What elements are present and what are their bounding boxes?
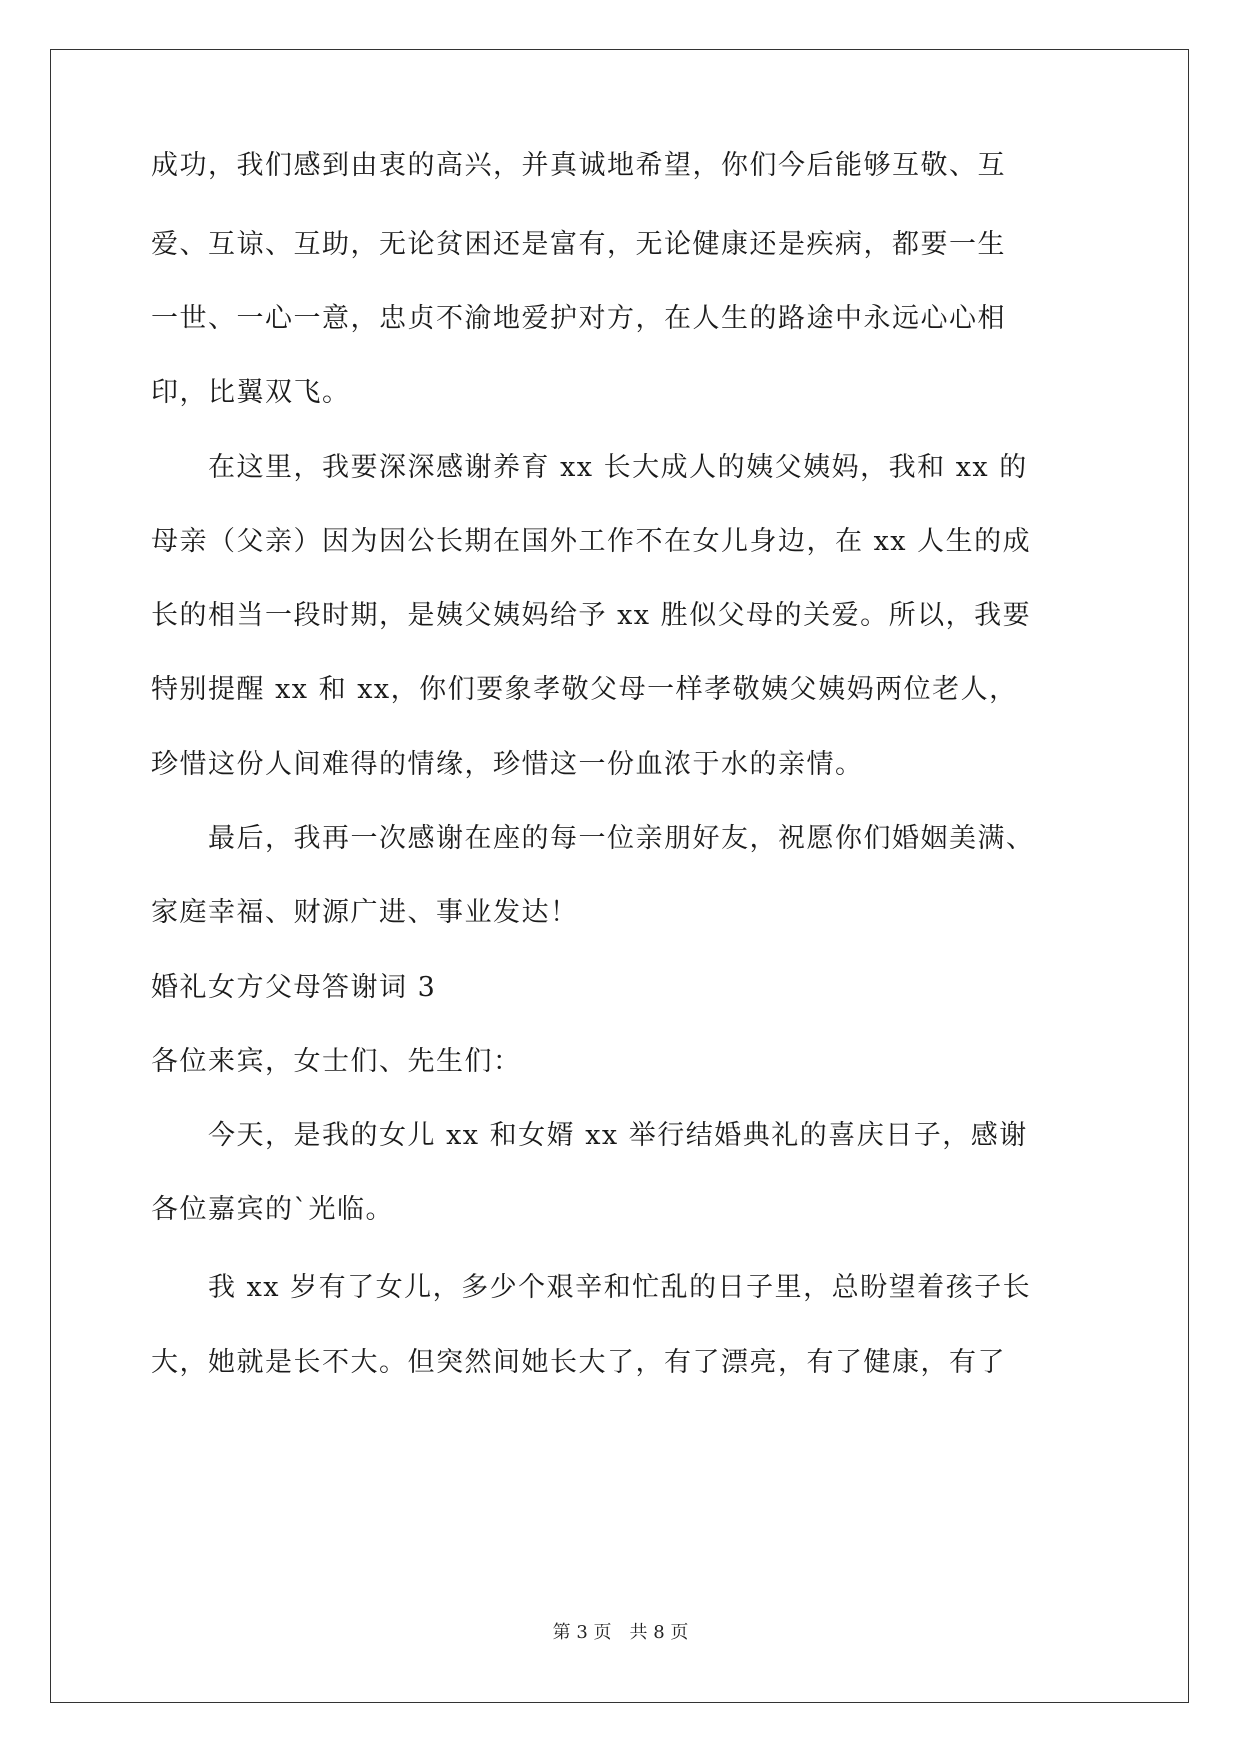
page-border xyxy=(50,49,1189,1703)
text-line: 家庭幸福、财源广进、事业发达！ xyxy=(151,897,579,928)
text-line: 母亲（父亲）因为因公长期在国外工作不在女儿身边，在 xx 人生的成 xyxy=(151,526,1032,557)
text-line: 成功，我们感到由衷的高兴，并真诚地希望，你们今后能够互敬、互 xyxy=(151,150,1006,181)
section-heading: 婚礼女方父母答谢词 3 xyxy=(151,972,437,1003)
text-line: 特别提醒 xx 和 xx，你们要象孝敬父母一样孝敬姨父姨妈两位老人， xyxy=(151,674,1018,705)
text-line: 今天，是我的女儿 xx 和女婿 xx 举行结婚典礼的喜庆日子，感谢 xyxy=(151,1120,1028,1151)
text-line: 在这里，我要深深感谢养育 xx 长大成人的姨父姨妈，我和 xx 的 xyxy=(151,452,1028,483)
salutation: 各位来宾，女士们、先生们： xyxy=(151,1046,522,1077)
text-line: 爱、互谅、互助，无论贫困还是富有，无论健康还是疾病，都要一生 xyxy=(151,229,1006,260)
text-line: 印，比翼双飞。 xyxy=(151,377,351,408)
text-line: 一世、一心一意，忠贞不渝地爱护对方，在人生的路途中永远心心相 xyxy=(151,303,1006,334)
text-line: 我 xx 岁有了女儿，多少个艰辛和忙乱的日子里，总盼望着孩子长 xyxy=(151,1272,1032,1303)
text-line: 各位嘉宾的`光临。 xyxy=(151,1194,394,1225)
page-number-footer: 第 3 页 共 8 页 xyxy=(552,1622,689,1643)
text-line: 大，她就是长不大。但突然间她长大了，有了漂亮，有了健康，有了 xyxy=(151,1347,1006,1378)
text-line: 珍惜这份人间难得的情缘，珍惜这一份血浓于水的亲情。 xyxy=(151,749,864,780)
text-line: 最后，我再一次感谢在座的每一位亲朋好友，祝愿你们婚姻美满、 xyxy=(151,823,1035,854)
text-line: 长的相当一段时期，是姨父姨妈给予 xx 胜似父母的关爱。所以，我要 xyxy=(151,600,1032,631)
